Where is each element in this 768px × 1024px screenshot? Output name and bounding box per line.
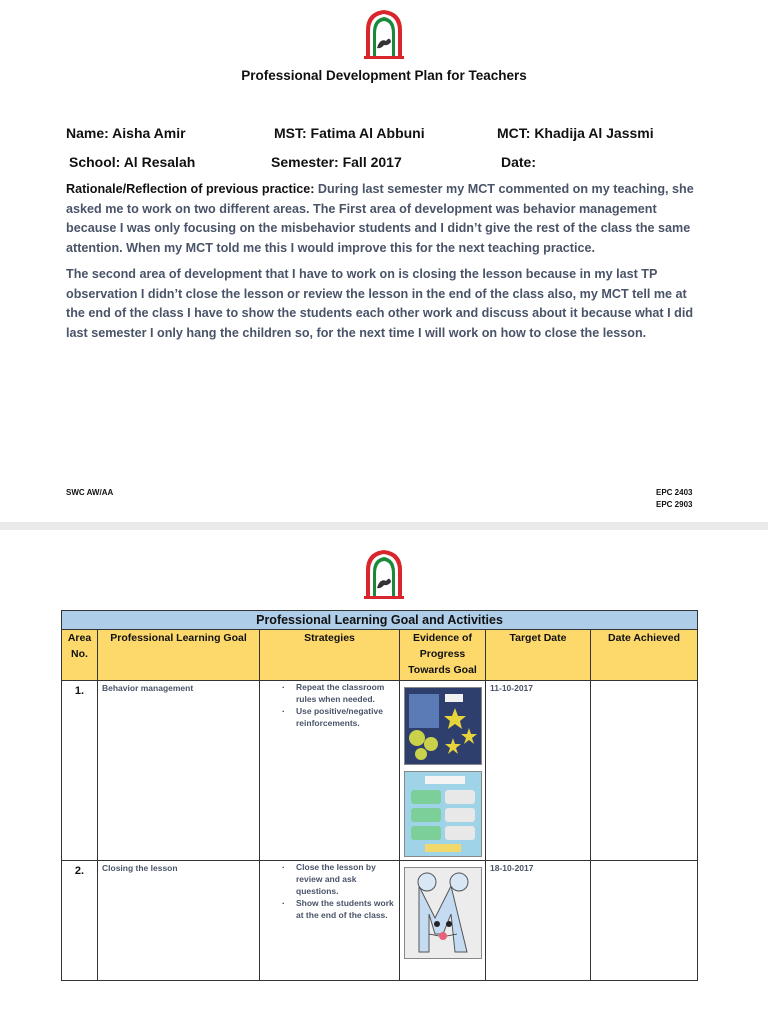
rationale-label: Rationale/Reflection of previous practice: (66, 182, 315, 196)
table-title: Professional Learning Goal and Activities (62, 611, 698, 630)
page-title: Professional Development Plan for Teachers (241, 68, 527, 83)
university-logo-icon (362, 548, 406, 600)
learning-goals-table (61, 610, 698, 981)
evidence-cell (400, 861, 486, 981)
rationale-text: During last semester my MCT commented on my teaching, she asked me to work on two different areas. The First area of development was behavior management because I was only focusing on the misbehavior students and I didn’t give the rest of the class the same attention. When my MCT told me this I would improve this for the next teaching practice. (66, 182, 694, 255)
student-name: Name: Aisha Amir (66, 125, 186, 141)
header-evidence: Evidence of Progress Towards Goal (400, 630, 486, 681)
footer-right-2: EPC 2903 (656, 500, 693, 509)
date-achieved (591, 861, 698, 981)
university-logo-icon (362, 8, 406, 60)
footer-right-1: EPC 2403 (656, 488, 693, 497)
evidence-cell (400, 681, 486, 861)
header-learning-goal: Professional Learning Goal (98, 630, 260, 681)
evidence-photo-mouse-letter (404, 867, 482, 959)
area-number: 2. (62, 861, 98, 981)
header-strategies: Strategies (260, 630, 400, 681)
date-label: Date: (501, 154, 537, 170)
strategy-item: · Repeat the classroom rules when needed. (296, 681, 399, 705)
strategies-cell (260, 861, 400, 981)
evidence-photo-class-rules (404, 771, 482, 857)
area-number: 1. (62, 681, 98, 861)
document-page-2 (0, 530, 768, 1024)
strategy-item: · Close the lesson by review and ask questions. (296, 861, 399, 897)
header-target-date: Target Date (486, 630, 591, 681)
header-date-achieved: Date Achieved (591, 630, 698, 681)
second-area-paragraph: The second area of development that I have to work on is closing the lesson because in my last TP observation I didn’t close the lesson or review the lesson in the end of the class also, my MCT tell me at the end of the class I have to show the students each other work and discuss about it because what I did last semester I only hang the children so, for the next time I will work on how to close the lesson. (66, 267, 694, 340)
table-row (62, 681, 698, 861)
header-area-no: Area No. (62, 630, 98, 681)
target-date: 11-10-2017 (486, 681, 591, 861)
footer-left: SWC AW/AA (66, 488, 114, 497)
rationale-paragraph (66, 180, 706, 258)
learning-goal: Behavior management (98, 681, 260, 861)
strategy-item: · Use positive/negative reinforcements. (296, 705, 399, 729)
table-row (62, 861, 698, 981)
semester: Semester: Fall 2017 (271, 154, 402, 170)
date-achieved (591, 681, 698, 861)
learning-goal: Closing the lesson (98, 861, 260, 981)
mct-name: MCT: Khadija Al Jassmi (497, 125, 654, 141)
target-date: 18-10-2017 (486, 861, 591, 981)
strategy-item: · Show the students work at the end of the class. (296, 897, 399, 921)
school-name: School: Al Resalah (69, 154, 196, 170)
evidence-photo-star-chart (404, 687, 482, 765)
mst-name: MST: Fatima Al Abbuni (274, 125, 425, 141)
strategies-cell (260, 681, 400, 861)
